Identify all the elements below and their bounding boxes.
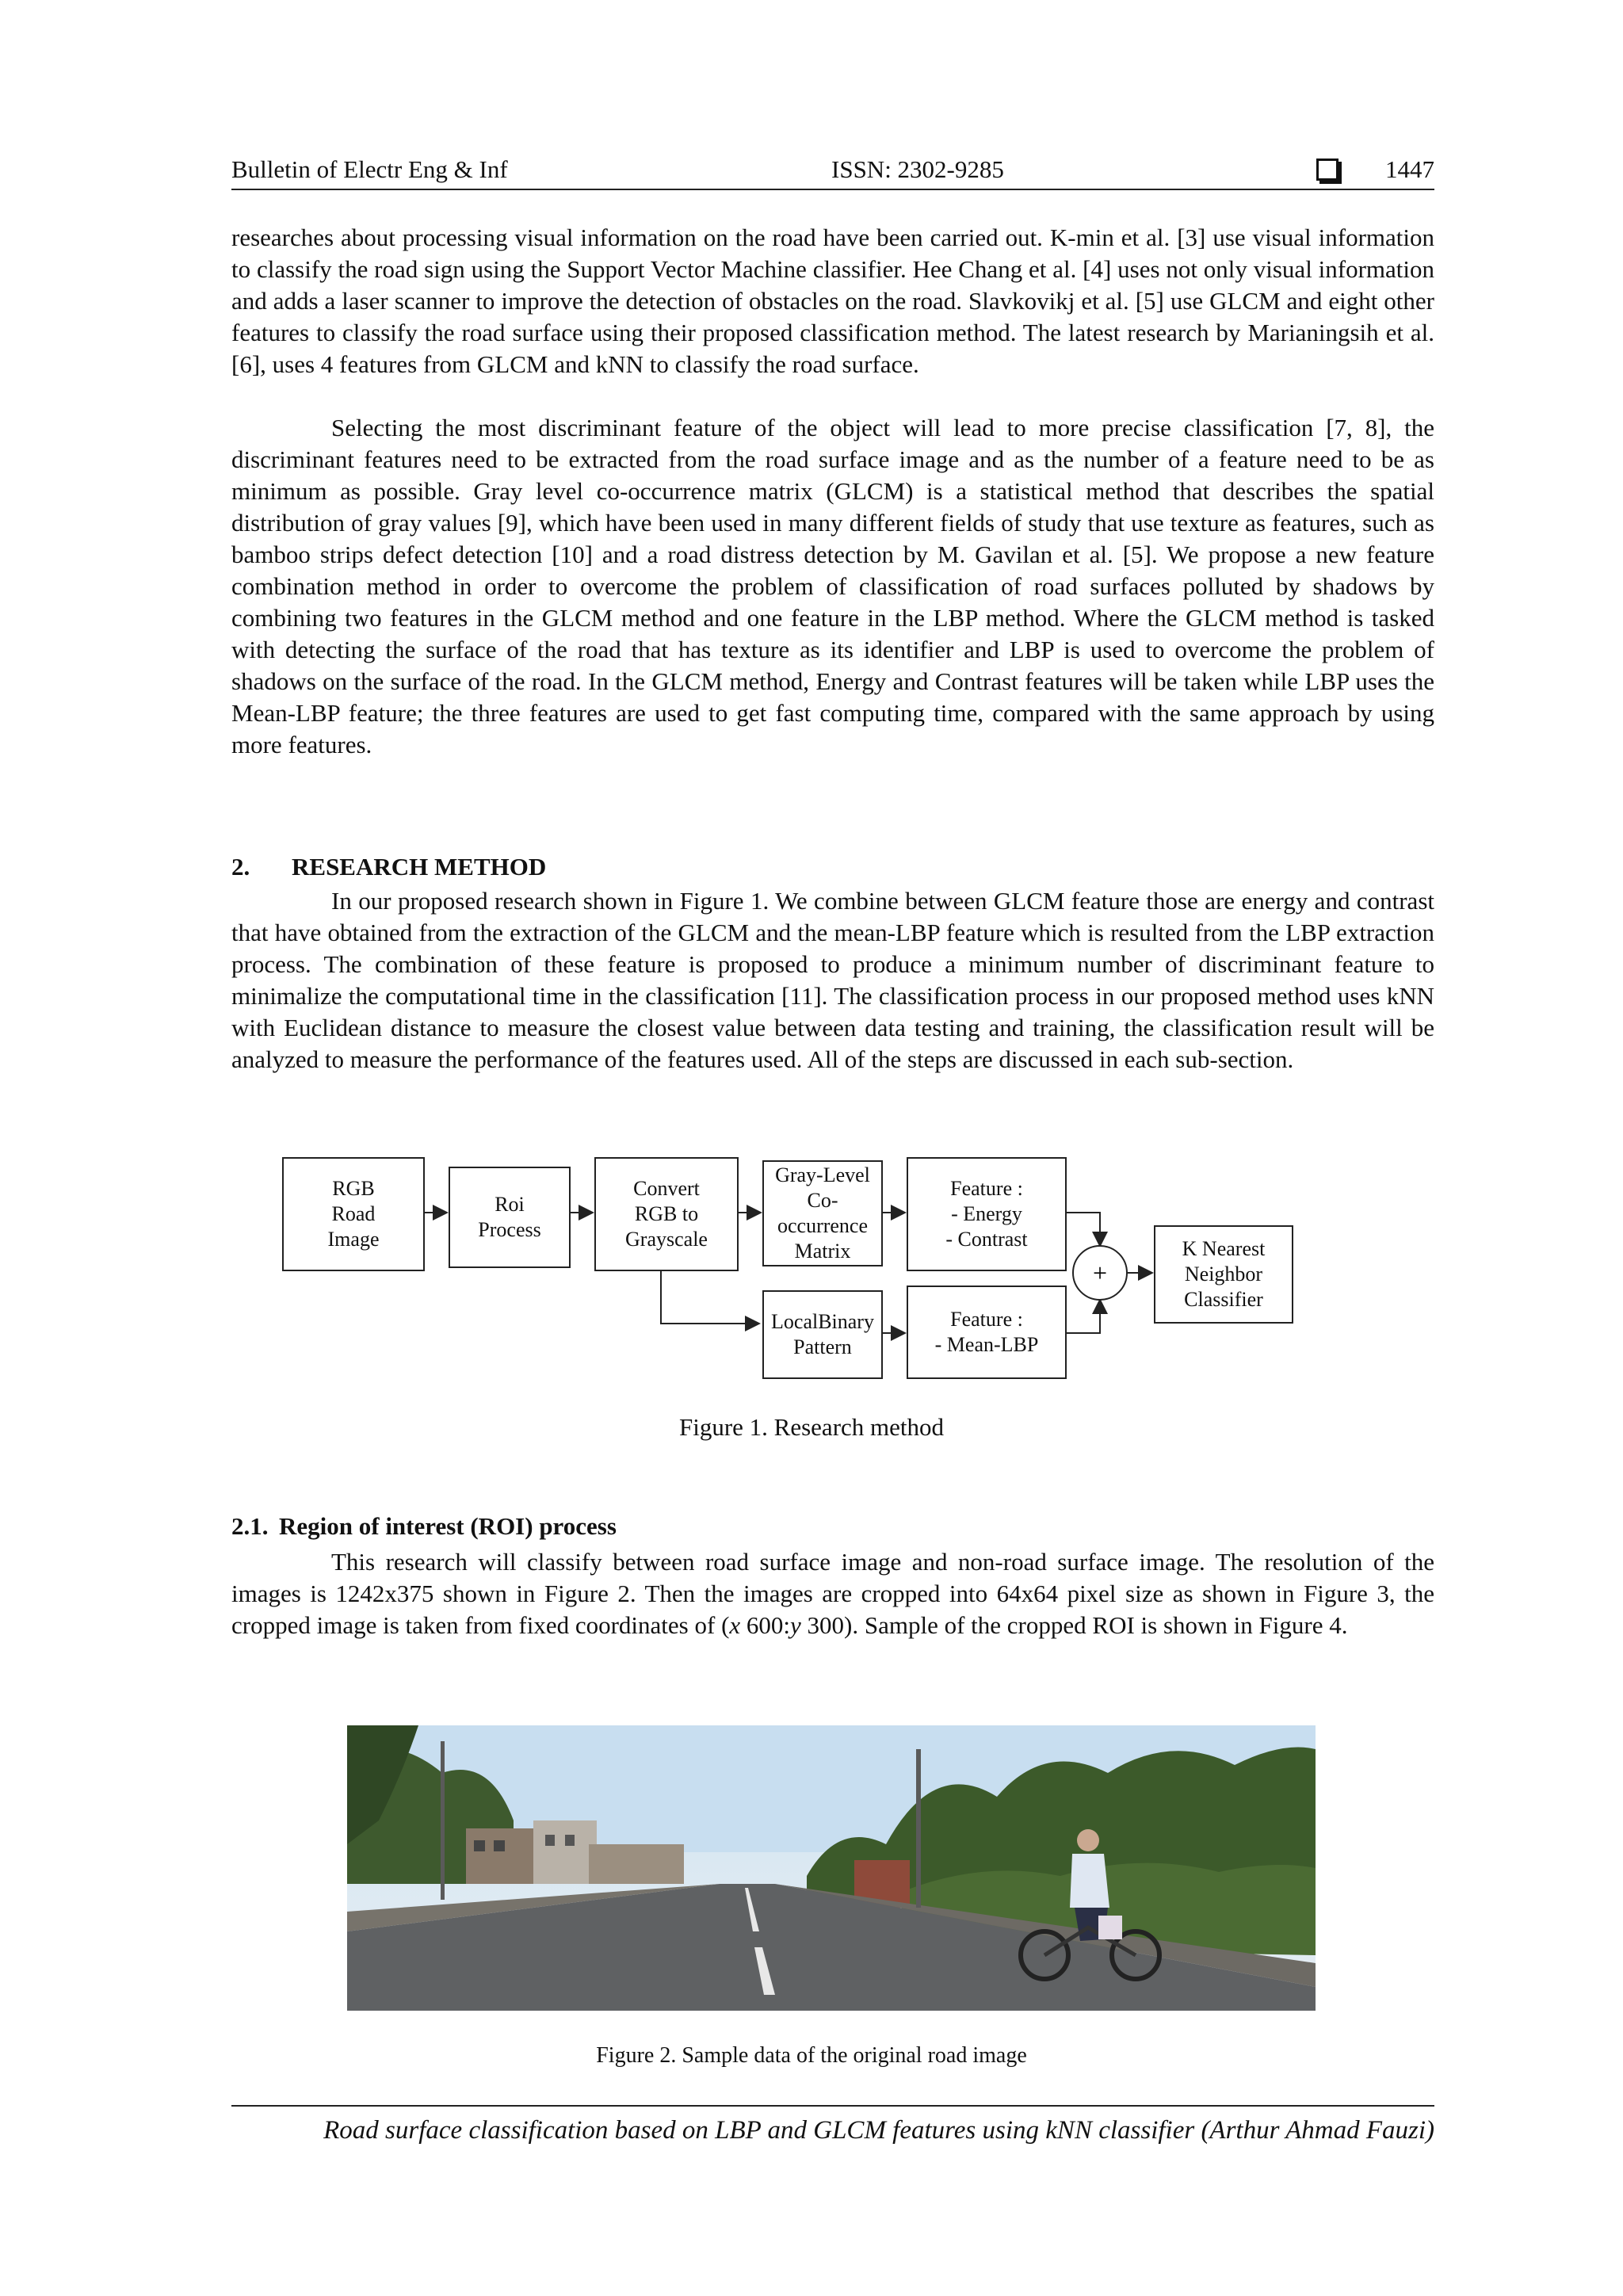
box-feature-energy-contrast: Feature : - Energy - Contrast [907,1157,1067,1271]
journal-name: Bulletin of Electr Eng & Inf [231,155,508,183]
box-knn-classifier: K Nearest Neighbor Classifier [1154,1225,1293,1324]
road-scene-illustration [347,1725,1316,2011]
figure-1-caption: Figure 1. Research method [678,1413,945,1441]
roi-text-3: 300). Sample of the cropped ROI is shown in Figure 4. [800,1611,1348,1639]
box-roi-process: Roi Process [449,1167,571,1268]
subsection-heading [231,1512,617,1541]
issn: ISSN: 2302-9285 [831,155,1004,183]
box-feature-mean-lbp: Feature : - Mean-LBP [907,1286,1067,1379]
subsection-number: 2.1. [231,1512,269,1540]
box-glcm: Gray-Level Co-occurrence Matrix [762,1160,883,1266]
paragraph-research-method: In our proposed research shown in Figure 1. We combine between GLCM feature those are energy and contrast that have obtained from the extraction of the GLCM and the mean-LBP feature which is resulted from the LBP extraction process. The combination of these feature is proposed to produce a minimum number of discriminant feature to minimalize the computational time in the classification [11]. The classification process in our proposed method uses kNN with Euclidean distance to measure the closest value between data testing and training, the classification result will be analyzed to measure the performance of the features used. All of the steps are discussed in each sub-section. [231,887,1434,1073]
square-bullet-icon [1316,159,1338,181]
road-image-photo [347,1725,1316,2011]
subsection-title: Region of interest (ROI) process [279,1512,617,1540]
paragraph-feature-selection: Selecting the most discriminant feature of the object will lead to more precise classification [7, 8], the discriminant features need to be extracted from the road surface image and as the number of a feature need to be as minimum as possible. Gray level co-occurrence matrix (GLCM) is a statistical method that describes the spatial distribution of gray values [9], which have been used in many different fields of study that use texture as features, such as bamboo strips defect detection [10] and a road distress detection by M. Gavilan et al. [5]. We propose a new feature combination method in order to overcome the problem of classification of road surfaces polluted by shadows by combining two features in the GLCM method and one feature in the LBP method. Where the GLCM method is tasked with detecting the surface of the road that has texture as its identifier and LBP is used to overcome the problem of shadows on the surface of the road. In the GLCM method, Energy and Contrast features will be taken while LBP uses the Mean-LBP feature; the three features are used to get fast computing time, compared with the same approach by using more features. [231,414,1434,758]
figure-2-caption: Figure 2. Sample data of the original road image [596,2043,1027,2068]
coord-y-symbol: y [790,1611,801,1639]
box-rgb-road-image: RGB Road Image [282,1157,425,1271]
section-heading [231,853,546,881]
roi-text-2: 600: [740,1611,791,1639]
box-lbp: LocalBinary Pattern [762,1290,883,1379]
sum-node-label: + [1092,1259,1108,1287]
roi-text-1: This research will classify between road surface image and non-road surface image. The resolution of the images is 1242x375 shown in Figure 2. Then the images are cropped into 64x64 pixel size as shown in Figure 3, the cropped image is taken from fixed coordinates of ( [231,1548,1434,1639]
page-number: 1447 [1385,155,1434,183]
coord-x-symbol: x [729,1611,741,1639]
box-convert-grayscale: Convert RGB to Grayscale [594,1157,739,1271]
section-number: 2. [231,853,250,881]
research-method-diagram [277,1157,1387,1387]
paragraph-roi-process [231,1546,1434,1641]
running-footer: Road surface classification based on LBP and GLCM features using kNN classifier (Arthur Ahmad Fauzi) [231,2105,1434,2145]
paragraph-intro-cont: researches about processing visual information on the road have been carried out. K-min et al. [3] use visual information to classify the road sign using the Support Vector Machine classifier. Hee Chang et al. [4] uses not only visual information and adds a laser scanner to improve the detection of obstacles on the road. Slavkovikj et al. [5] use GLCM and eight other features to classify the road surface using their proposed classification method. The latest research by Marianingsih et al. [6], uses 4 features from GLCM and kNN to classify the road surface. [231,223,1434,378]
section-title: RESEARCH METHOD [292,853,547,881]
running-header [231,152,1434,190]
